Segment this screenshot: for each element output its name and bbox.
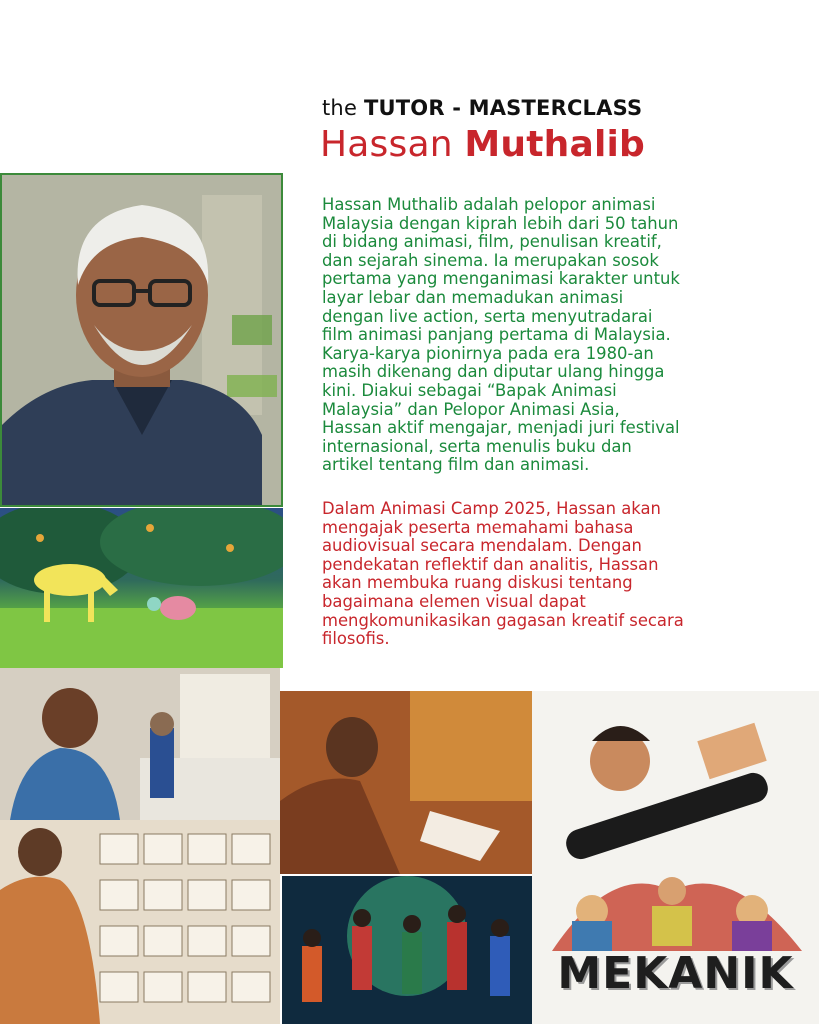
- photo-animator-drawing: [280, 691, 532, 874]
- portrait-illustration: [2, 175, 281, 505]
- bio-line: dengan live action, serta menyutradarai: [322, 306, 653, 326]
- bio-line: Hassan Muthalib adalah pelopor animasi: [322, 195, 656, 214]
- camp-line: akan membuka ruang diskusi tentang: [322, 573, 633, 593]
- bio-line: di bidang animasi, film, penulisan kreatif,: [322, 232, 662, 252]
- portrait-photo: [0, 173, 283, 507]
- animation-still-deer-turtle: [0, 508, 283, 668]
- photo-animator-desk: [0, 668, 280, 820]
- page-kicker: [322, 96, 642, 120]
- animation-still-warriors: [282, 876, 532, 1024]
- kicker-title: TUTOR - MASTERCLASS: [363, 96, 643, 120]
- tutor-name: [320, 124, 645, 165]
- bio-line: Hassan aktif mengajar, menjadi juri festival: [322, 418, 680, 438]
- bio-line: Karya-karya pionirnya pada era 1980-an: [322, 343, 654, 363]
- bio-line: artikel tentang film dan animasi.: [322, 455, 590, 475]
- warriors-illustration: [282, 876, 532, 1024]
- bio-line: pertama yang menganimasi karakter untuk: [322, 269, 680, 289]
- bio-line: Malaysia” dan Pelopor Animasi Asia,: [322, 399, 620, 419]
- tutor-first-name: Hassan: [320, 124, 453, 165]
- poster-title: MEKANIK: [557, 948, 794, 999]
- camp-paragraph: [322, 500, 758, 649]
- bio-line: internasional, serta menulis buku dan: [322, 436, 632, 456]
- animator-drawing-illustration: [280, 691, 532, 874]
- bio-line: film animasi panjang pertama di Malaysia.: [322, 325, 671, 345]
- storyboard-illustration: [0, 820, 280, 1024]
- deer-turtle-illustration: [0, 508, 283, 668]
- camp-line: filosofis.: [322, 629, 390, 649]
- bio-line: kini. Diakui sebagai “Bapak Animasi: [322, 380, 617, 400]
- bio-line: dan sejarah sinema. Ia merupakan sosok: [322, 250, 659, 270]
- kicker-prefix: the: [322, 96, 358, 120]
- bio-line: masih dikenang dan diputar ulang hingga: [322, 362, 665, 382]
- camp-line: audiovisual secara mendalam. Dengan: [322, 536, 642, 556]
- bio-paragraph: [322, 196, 758, 475]
- photo-storyboard-wall: [0, 820, 280, 1024]
- camp-line: mengajak peserta memahami bahasa: [322, 517, 634, 537]
- camp-line: Dalam Animasi Camp 2025, Hassan akan: [322, 499, 661, 518]
- camp-line: mengkomunikasikan gagasan kreatif secara: [322, 610, 684, 630]
- tutor-last-name: Muthalib: [464, 124, 646, 165]
- animator-desk-illustration: [0, 668, 280, 820]
- bio-line: Malaysia dengan kiprah lebih dari 50 tahun: [322, 213, 679, 233]
- camp-line: bagaimana elemen visual dapat: [322, 591, 586, 611]
- bio-line: layar lebar dan memadukan animasi: [322, 287, 624, 307]
- camp-line: pendekatan reflektif dan analitis, Hassan: [322, 554, 659, 574]
